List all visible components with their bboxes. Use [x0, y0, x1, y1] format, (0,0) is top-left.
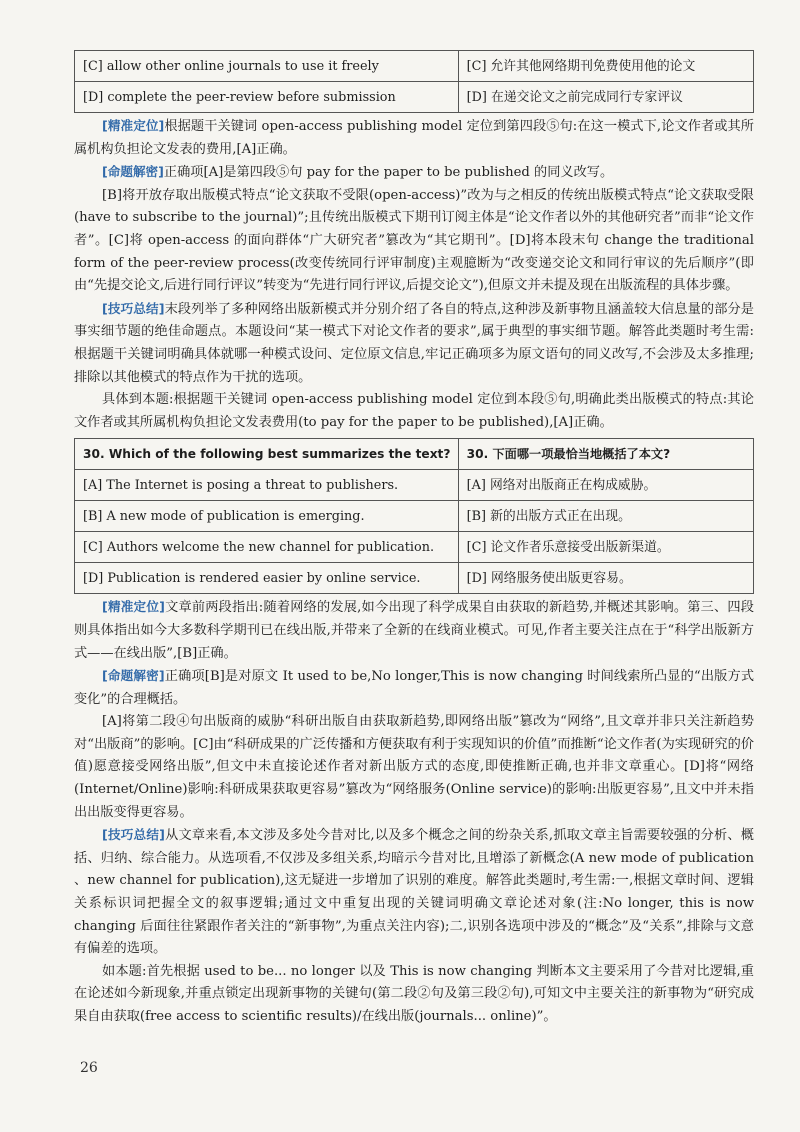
decode-text: 正确项[B]是对原文 It used to be,No longer,This is now changing 时间线索所凸显的“出版方式变化”的合理概括。	[74, 669, 755, 707]
table-row	[75, 501, 754, 532]
q30-analysis-paragraph: [A]将第二段④句出版商的威胁“科研出版自由获取新趋势,即网络出版”篡改为“网络”,且文章并非只关注新趋势对“出版商”的影响。[C]由“科研成果的广泛传播和方便获取有利于实现知识的价值”而推断“论文作者(为实现研究的价值)愿意接受网络出版”,但文中未直接论述作者对新出版方式的态度,即使推断正确,也并非文章重心。[D]将“网络(Internet/Online)影响:科研成果获取更容易”篡改为“网络服务(Online service)的影响:出版更容易”,且文中并未指出出版变得更容易。	[74, 714, 754, 820]
locate-text: 文章前两段指出:随着网络的发展,如今出现了科学成果自由获取的新趋势,并概述其影响。第三、四段则具体指出如今大多数科学期刊已在线出版,并带来了全新的在线商业模式。可见,作者主要关注点在于“科学出版新方式——在线出版”,[B]正确。	[74, 600, 754, 661]
page-number: 26	[80, 1060, 98, 1076]
options-table-q29	[74, 50, 754, 113]
decode-text: 正确项[A]是第四段⑤句 pay for the paper to be published 的同义改写。	[163, 165, 614, 181]
locate-tag: [精准定位]	[102, 118, 165, 133]
q29-locate-paragraph	[74, 115, 754, 161]
q29-specific-paragraph: 具体到本题:根据题干关键词 open-access publishing model 定位到本段⑤句,明确此类出版模式的特点:其论文作者或其所属机构负担论文发表费用(to pay for the paper to be published),[A]正确。	[74, 392, 754, 430]
option-zh: [B] 新的出版方式正在出现。	[458, 501, 753, 532]
skill-tag: [技巧总结]	[102, 300, 165, 316]
q30-decode-paragraph	[74, 665, 754, 711]
option-en: [C] Authors welcome the new channel for publication.	[75, 532, 459, 563]
option-en: [A] The Internet is posing a threat to publishers.	[75, 470, 459, 501]
table-row	[75, 532, 754, 563]
option-en: [D] Publication is rendered easier by online service.	[75, 563, 459, 594]
skill-tag: [技巧总结]	[102, 827, 165, 843]
option-zh: [C] 论文作者乐意接受出版新渠道。	[458, 532, 753, 563]
locate-tag: [精准定位]	[102, 599, 165, 615]
q29-decode-paragraph	[74, 161, 754, 185]
question-row	[75, 439, 754, 470]
option-zh: [C] 允许其他网络期刊免费使用他的论文	[458, 51, 753, 82]
option-zh: [A] 网络对出版商正在构成威胁。	[458, 470, 753, 501]
table-row	[75, 82, 754, 113]
table-row	[75, 51, 754, 82]
skill-text: 末段列举了多种网络出版新模式并分别介绍了各自的特点,这种涉及新事物且涵盖较大信息量的部分是事实细节题的绝佳命题点。本题设问“某一模式下对论文作者的要求”,属于典型的事实细节题。解答此类题时考生需:根据题干关键词明确具体就哪一种模式设问、定位原文信息,牢记正确项多为原文语句的同义改写,不会涉及太多推理;排除以其他模式的特点作为干扰的选项。	[74, 301, 754, 385]
options-table-q30	[74, 438, 754, 594]
q30-specific-paragraph: 如本题:首先根据 used to be... no longer 以及 This is now changing 判断本文主要采用了今昔对比逻辑,重在论述如今新现象,并重点锁定出现新事物的关键句(第二段②句及第三段②句),可知文中主要关注的新事物为“研究成果自由获取(free access to scientific results)/在线出版(journals... online)”。	[74, 963, 754, 1024]
option-en: [C] allow other online journals to use it freely	[75, 51, 459, 82]
q29-skill-paragraph	[74, 298, 754, 389]
decode-tag: [命题解密]	[102, 668, 165, 684]
option-zh: [D] 网络服务使出版更容易。	[458, 563, 753, 594]
q30-locate-paragraph	[74, 596, 754, 665]
option-en: [D] complete the peer-review before submission	[75, 82, 459, 113]
skill-text: 从文章来看,本文涉及多处今昔对比,以及多个概念之间的纷杂关系,抓取文章主旨需要较强的分析、概括、归纳、综合能力。从选项看,不仅涉及多组关系,均暗示今昔对比,且增添了新概念(A new mode of publication 、new channel for publication),这无疑进一步增加了识别的难度。解答此类题时,考生需:一,根据文章时间、逻辑关系标识词把握全文的叙事逻辑;通过文中重复出现的关键词明确文章论述对象(注:No longer, this is now changing 后面往往紧跟作者关注的“新事物”,为重点关注内容);二,识别各选项中涉及的“概念”及“关系”,排除与文意有偏差的选项。	[74, 828, 754, 957]
option-en: [B] A new mode of publication is emerging.	[75, 501, 459, 532]
question-en: 30. Which of the following best summarizes the text?	[75, 439, 459, 470]
table-row	[75, 470, 754, 501]
page-content	[74, 50, 754, 1029]
locate-text: 根据题干关键词 open-access publishing model 定位到第四段⑤句:在这一模式下,论文作者或其所属机构负担论文发表的费用,[A]正确。	[74, 119, 754, 157]
q29-analysis-paragraph: [B]将开放存取出版模式特点“论文获取不受限(open-access)”改为与之相反的传统出版模式特点“论文获取受限(have to subscribe to the journal)”;且传统出版模式下期刊订阅主体是“论文作者以外的其他研究者”而非“论文作者”。[C]将 open-access 的面向群体“广大研究者”篡改为“其它期刊”。[D]将本段末句 change the traditional form of the peer-review process(改变传统同行评审制度)主观臆断为“改变递交论文和同行审议的先后顺序”(即由“先提交论文,后进行同行评议”转变为“先进行同行评议,后提交论文”),但原文并未提及现在出版流程的具体步骤。	[74, 187, 754, 294]
decode-tag: [命题解密]	[102, 164, 164, 180]
q30-skill-paragraph	[74, 824, 754, 961]
option-zh: [D] 在递交论文之前完成同行专家评议	[458, 82, 753, 113]
question-zh: 30. 下面哪一项最恰当地概括了本文?	[458, 439, 753, 470]
table-row	[75, 563, 754, 594]
